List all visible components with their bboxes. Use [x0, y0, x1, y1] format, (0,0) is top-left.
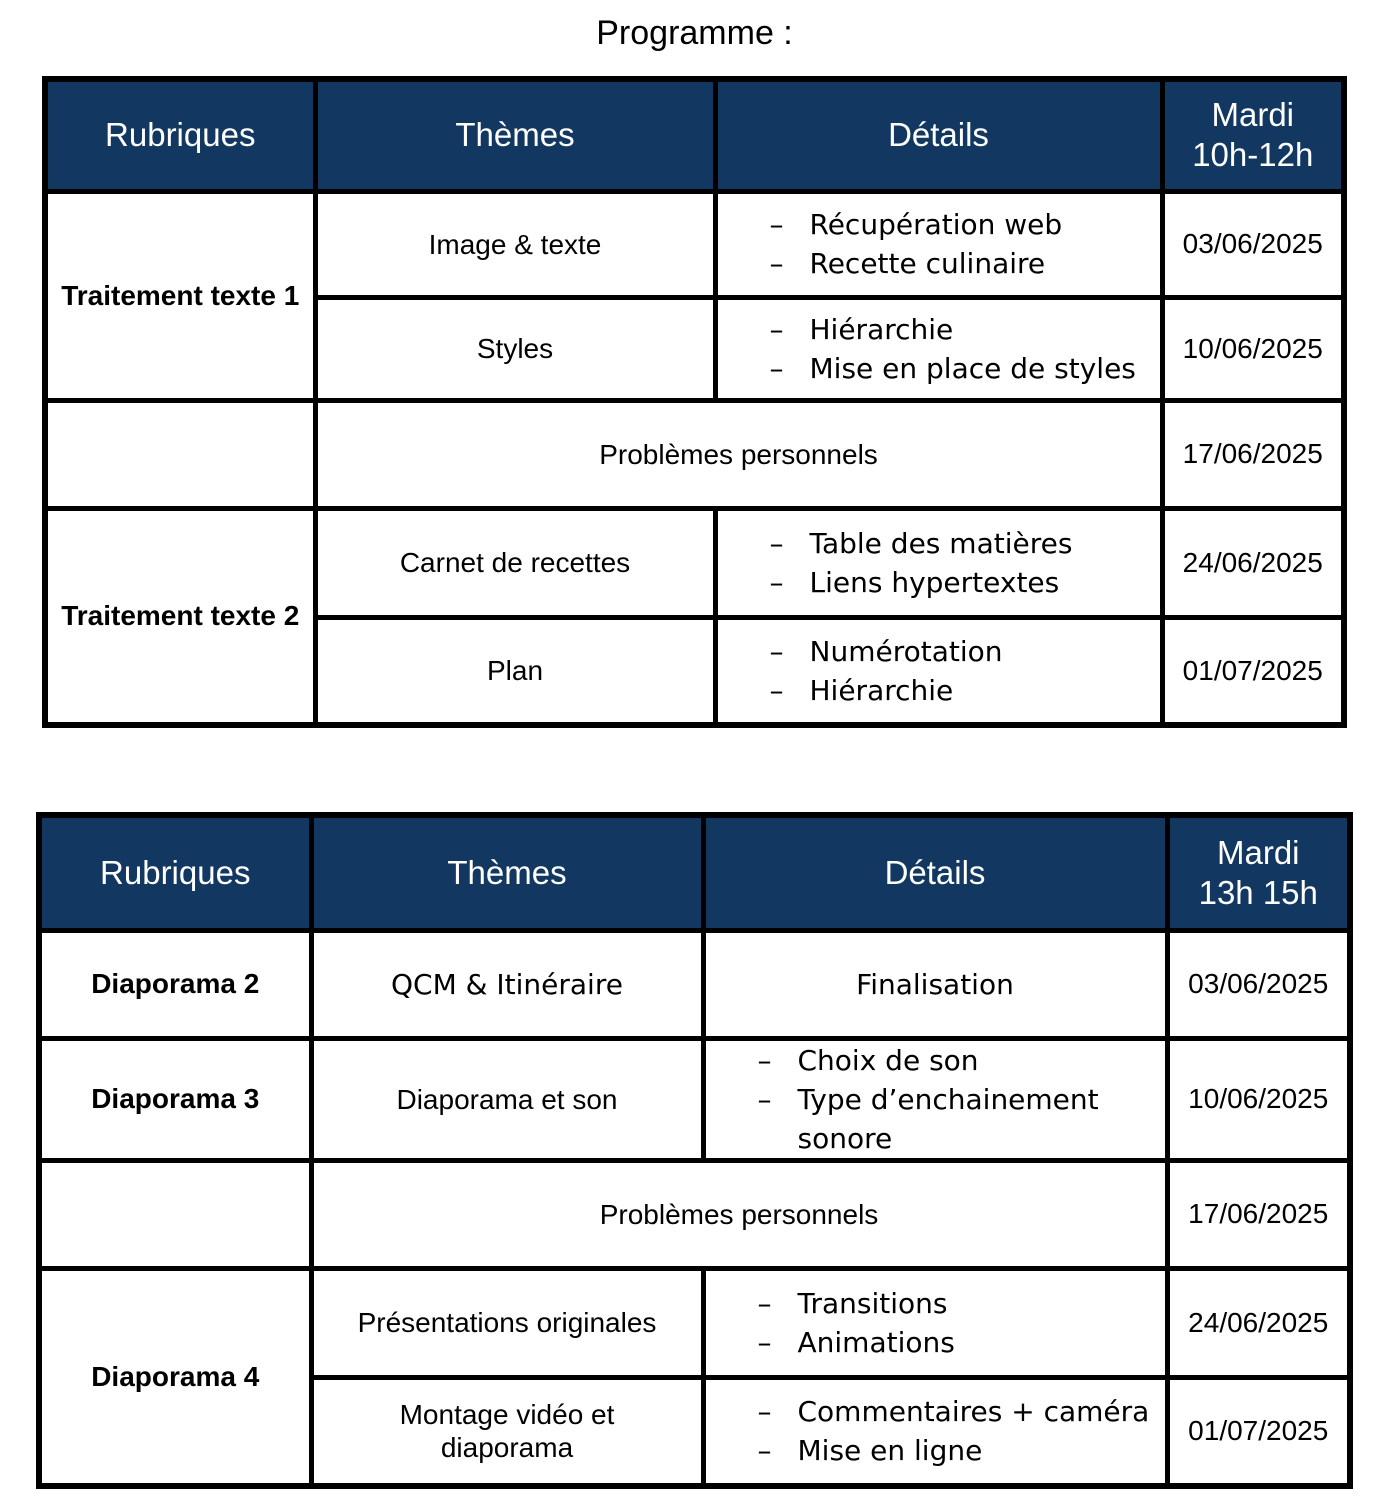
theme-cell — [311, 1377, 703, 1486]
date-cell: 03/06/2025 — [1162, 191, 1344, 297]
rubrique-cell: Diaporama 3 — [39, 1038, 311, 1160]
date-cell: 01/07/2025 — [1162, 617, 1344, 725]
detail-item: – Choix de son — [758, 1041, 1165, 1080]
rubrique-cell: Diaporama 4 — [39, 1268, 311, 1486]
detail-item: – Type d’enchainement sonore — [758, 1080, 1165, 1158]
theme-cell: Plan — [315, 617, 715, 725]
theme-line: diaporama — [440, 1432, 574, 1464]
page-title: Programme : — [596, 14, 793, 52]
theme-cell: Carnet de recettes — [315, 508, 715, 617]
header-time-slot — [1162, 79, 1344, 191]
date-cell: 10/06/2025 — [1167, 1038, 1350, 1160]
details-cell — [703, 1038, 1167, 1160]
theme-cell-merged: Problèmes personnels — [315, 400, 1162, 508]
details-cell — [715, 508, 1162, 617]
detail-item: – Recette culinaire — [770, 244, 1160, 283]
header-rubriques: Rubriques — [39, 815, 311, 930]
date-cell: 24/06/2025 — [1167, 1268, 1350, 1377]
details-cell — [715, 191, 1162, 297]
rubrique-cell: Traitement texte 1 — [45, 191, 315, 400]
detail-item: – Récupération web — [770, 205, 1160, 244]
rubrique-cell-empty — [39, 1160, 311, 1268]
detail-item: – Hiérarchie — [770, 671, 1160, 710]
detail-item: – Transitions — [758, 1284, 1165, 1323]
header-rubriques: Rubriques — [45, 79, 315, 191]
details-cell — [703, 1377, 1167, 1486]
header-time-slot — [1167, 815, 1350, 930]
date-cell: 01/07/2025 — [1167, 1377, 1350, 1486]
table-header-row — [39, 815, 1350, 930]
detail-item: – Mise en ligne — [758, 1431, 1165, 1470]
table-row — [39, 930, 1350, 1038]
rubrique-cell: Diaporama 2 — [39, 930, 311, 1038]
theme-line: Montage vidéo et — [399, 1399, 615, 1431]
detail-item: – Liens hypertextes — [770, 563, 1160, 602]
date-cell: 03/06/2025 — [1167, 930, 1350, 1038]
header-slot-time: 13h 15h — [1198, 873, 1318, 911]
detail-item: – Commentaires + caméra — [758, 1392, 1165, 1431]
date-cell: 24/06/2025 — [1162, 508, 1344, 617]
theme-cell: Styles — [315, 297, 715, 400]
header-details: Détails — [715, 79, 1162, 191]
detail-item: – Table des matières — [770, 524, 1160, 563]
schedule-table-afternoon — [36, 812, 1353, 1489]
details-cell — [703, 1268, 1167, 1377]
detail-item: – Animations — [758, 1323, 1165, 1362]
table-row — [39, 1038, 1350, 1160]
table-header-row — [45, 79, 1344, 191]
header-themes: Thèmes — [311, 815, 703, 930]
theme-cell: Présentations originales — [311, 1268, 703, 1377]
table-row — [45, 191, 1344, 297]
theme-cell: Image & texte — [315, 191, 715, 297]
details-cell: Finalisation — [703, 930, 1167, 1038]
header-themes: Thèmes — [315, 79, 715, 191]
detail-item: – Numérotation — [770, 632, 1160, 671]
date-cell: 17/06/2025 — [1162, 400, 1344, 508]
rubrique-cell-empty — [45, 400, 315, 508]
theme-cell: Diaporama et son — [311, 1038, 703, 1160]
detail-item: – Mise en place de styles — [770, 349, 1160, 388]
detail-item: – Hiérarchie — [770, 310, 1160, 349]
details-cell — [715, 617, 1162, 725]
table-row — [45, 508, 1344, 617]
header-details: Détails — [703, 815, 1167, 930]
table-row — [39, 1268, 1350, 1377]
rubrique-cell: Traitement texte 2 — [45, 508, 315, 725]
header-slot-day: Mardi — [1211, 96, 1295, 134]
header-slot-time: 10h-12h — [1192, 136, 1314, 174]
theme-cell-merged: Problèmes personnels — [311, 1160, 1167, 1268]
date-cell: 10/06/2025 — [1162, 297, 1344, 400]
theme-cell: QCM & Itinéraire — [311, 930, 703, 1038]
details-cell — [715, 297, 1162, 400]
table-row — [39, 1160, 1350, 1268]
schedule-table-morning — [42, 76, 1347, 728]
date-cell: 17/06/2025 — [1167, 1160, 1350, 1268]
table-row — [45, 400, 1344, 508]
header-slot-day: Mardi — [1216, 833, 1300, 871]
